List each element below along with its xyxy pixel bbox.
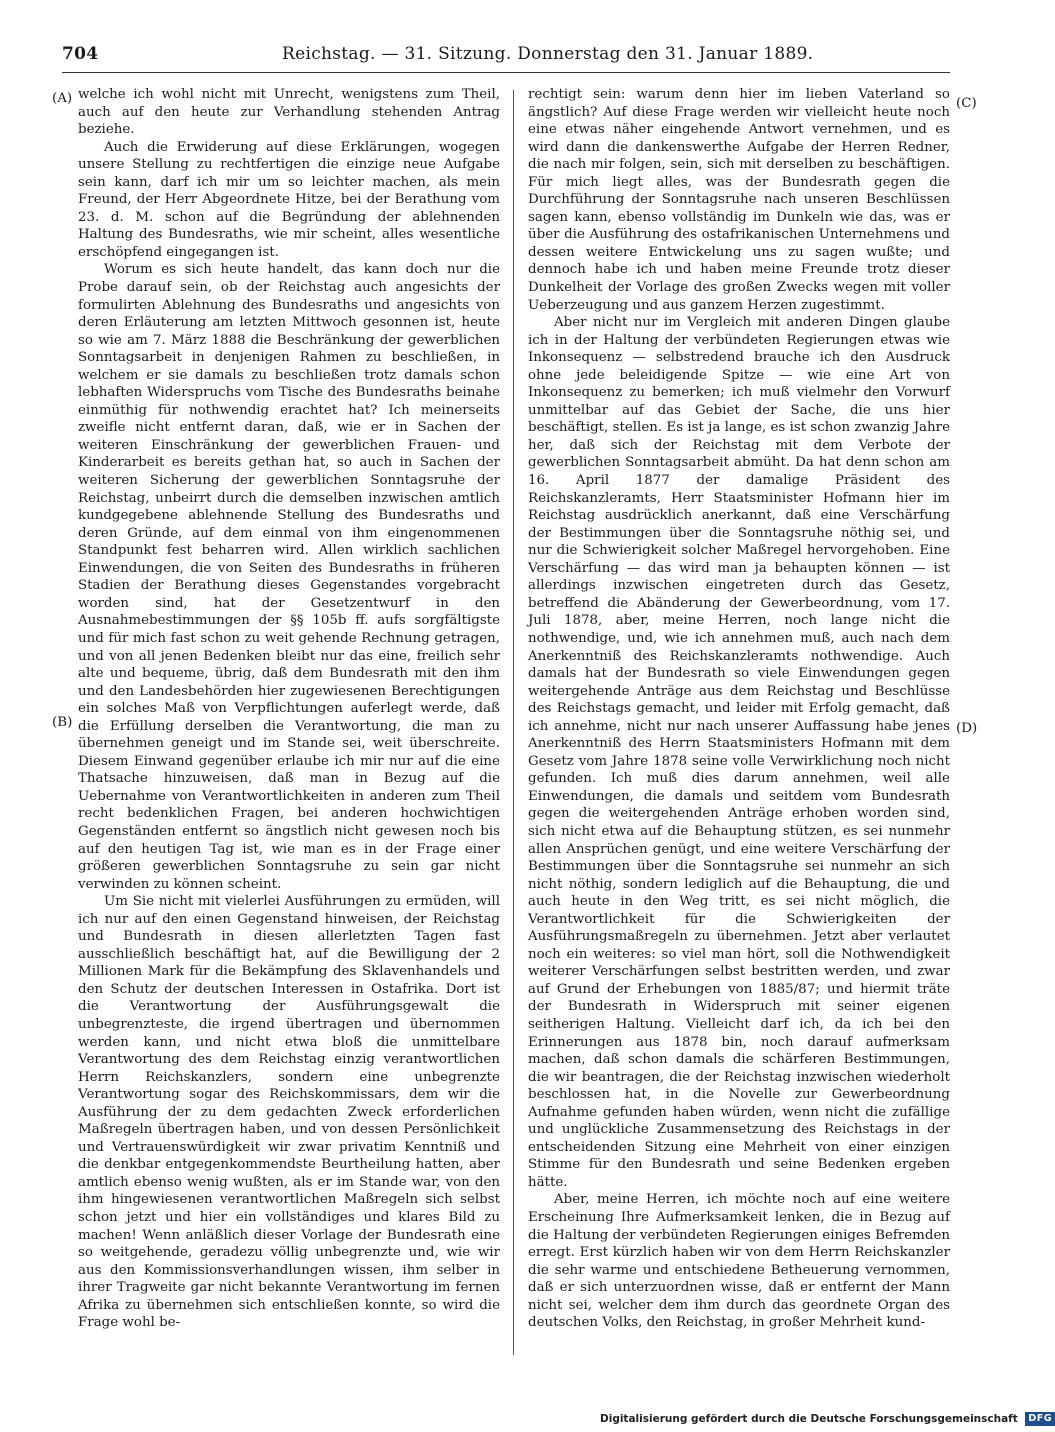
footer-credit: Digitalisierung gefördert durch die Deutsche Forschungsgemeinschaft xyxy=(600,1413,1018,1425)
page-number: 704 xyxy=(62,44,99,64)
margin-marker-b: (B) xyxy=(52,715,73,730)
page-header xyxy=(62,44,950,70)
paragraph: Aber, meine Herren, ich möchte noch auf eine weitere Erscheinung Ihre Aufmerksamkeit lenken, die in Bezug auf die Haltung der verbündeten Regierungen einiges Befremden erregt. Erst kürzlich haben wir von dem Herrn Reichskanzler die sehr warme und entschiedene Betheuerung vernommen, daß er sich unterzuordnen wisse, daß er entfernt der Mann nicht sei, welcher dem ihm durch das geordnete Organ des deutschen Volks, den Reichstag, in großer Mehrheit kund- xyxy=(528,1192,950,1331)
paragraph: Aber nicht nur im Vergleich mit anderen Dingen glaube ich in der Haltung der verbündeten Regierungen etwas wie Inkonsequenz — selbstredend brauche ich den Ausdruck ohne jede beleidigende Spitze — wie eine Art von Inkonsequenz zu bemerken; ich muß vielmehr den Vorwurf unmittelbar auf das Gebiet der Sache, die uns hier beschäftigt, stellen. Es ist ja lange, es ist schon zwanzig Jahre her, daß sich der Reichstag mit dem Verbote der gewerblichen Sonntagsarbeit abmüht. Da hat denn schon am 16. April 1877 der damalige Präsident des Reichskanzleramts, Herr Staatsminister Hofmann hier im Reichstag ausdrücklich anerkannt, daß eine Verschärfung der Bestimmungen über die Sonntagsruhe nöthig sei, und nur die Schwierigkeit solcher Maßregel hervorgehoben. Eine Verschärfung — das wird man ja behaupten können — ist allerdings inzwischen eingetreten durch das Gesetz, betreffend die Abänderung der Gewerbeordnung, vom 17. Juli 1878, aber, meine Herren, noch lange nicht die nothwendige, und, wie ich annehmen muß, auch nach dem Anerkenntniß des Reichskanzleramts nothwendige. Auch damals hat der Bundesrath so viele Einwendungen gegen weitergehende Anträge aus dem Reichstag und Beschlüsse des Reichstags gemacht, und leider mit Erfolg gemacht, daß ich annehme, nicht nur nach unserer Auffassung habe jenes Anerkenntniß des Herrn Staatsministers Hofmann mit dem Gesetz vom Jahre 1878 seine volle Verwirklichung noch nicht gefunden. Ich muß dies darum annehmen, weil alle Einwendungen, die damals und seitdem vom Bundesrath gegen die weitergehenden Anträge erhoben worden sind, sich nicht etwa auf die Behauptung stützen, es sei nunmehr allen Ansprüchen genügt, und eine weitere Verschärfung der Bestimmungen über die Sonntagsruhe sei nunmehr an sich nicht nöthig, sondern lediglich auf die Behauptung, die und auch heute in den Weg tritt, es sei nicht möglich, die Verantwortlichkeit für die Schwierigkeiten der Ausführungsmaßregeln zu übernehmen. Jetzt aber verlautet noch ein weiteres: so viel man hört, soll die Nothwendigkeit weiterer Verschärfungen selbst bestritten werden, und zwar auf Grund der Erhebungen von 1885/87; und hiermit träte der Bundesrath in Widerspruch mit seiner eigenen seitherigen Haltung. Vielleicht darf ich, da ich bei den Erinnerungen aus 1878 bin, noch darauf aufmerksam machen, daß schon damals die schärferen Bestimmungen, die wir beantragen, die der Reichstag inzwischen wiederholt beschlossen hat, in die Novelle zur Gewerbeordnung Aufnahme gefunden haben würden, wenn nicht die zufällige und unglückliche Zusammensetzung des Reichstags in der entscheidenden Sitzung eine Mehrheit von einer einzigen Stimme für den Bundesrath und seine Bedenken ergeben hätte. xyxy=(528,315,950,1190)
paragraph: Worum es sich heute handelt, das kann doch nur die Probe darauf sein, ob der Reichstag auch angesichts der formulirten Ablehnung des Bundesraths und angesichts von deren Erläuterung am letzten Mittwoch gesonnen ist, heute so wie am 7. März 1888 die Beschränkung der gewerblichen Sonntagsarbeit in denjenigen Rahmen zu beschließen, in welchem er sie damals zu beschließen trotz damals schon lebhaften Widerspruchs vom Tische des Bundesraths beinahe einmüthig für nothwendig erachtet hat? Ich meinerseits zweifle nicht entfernt daran, daß, wie er in Sachen der weiteren Einschränkung der gewerblichen Frauen- und Kinderarbeit es bereits gethan hat, so auch in Sachen der weiteren Sicherung der gewerblichen Sonntagsruhe der Reichstag, unbeirrt durch die demselben inzwischen amtlich kundgegebene ablehnende Stellung des Bundesraths und deren Gründe, auf dem einmal von ihm eingenommenen Standpunkt fest beharren wird. Allen wirklich sachlichen Einwendungen, die von Seiten des Bundesraths in früheren Stadien der Berathung dieses Gegenstandes vorgebracht worden sind, hat der Gesetzentwurf in den Ausnahmebestimmungen der §§ 105b ff. aufs sorgfältigste und für mich fast schon zu weit gehende Rechnung getragen, und von all jenen Bedenken bleibt nur das eine, freilich sehr alte und bequeme, übrig, daß dem Bundesrath mit den ihm und den Landesbehörden hier zugewiesenen Berechtigungen ein solches Maß von Verpflichtungen auferlegt werde, daß die Erfüllung derselben die Verantwortung, die man zu übernehmen geneigt und im Stande sei, weit überschreite. Diesem Einwand gegenüber erlaube ich mir nur auf die eine Thatsache hinzuweisen, daß man in Bezug auf die Uebernahme von Verantwortlichkeiten in anderen zum Theil recht bedenklichen Fragen, bei anderen hochwichtigen Gegenständen entfernt so ängstlich nicht gewesen noch bis auf den heutigen Tag ist, wie man es in der Frage einer größeren gewerblichen Sonntagsruhe zu sein gar nicht verwinden zu können scheint. xyxy=(78,262,500,892)
paragraph: rechtigt sein: warum denn hier im lieben Vaterland so ängstlich? Auf diese Frage werden wir vielleicht heute noch eine etwas näher eingehende Antwort vernehmen, und es wird dann die dankenswerthe Aufgabe der Herren Redner, die nach mir folgen, sein, sich mit derselben zu beschäftigen. Für mich liegt alles, was der Bundesrath gegen die Durchführung der Sonntagsruhe nach unseren Beschlüssen sagen kann, ebenso vollständig im Dunkeln wie das, was er über die Ausführung des ostafrikanischen Unternehmens und dessen weitere Entwickelung uns zu sagen wußte; und dennoch habe ich und haben meine Freunde trotz dieser Dunkelheit der Vorlage des großen Zwecks wegen mit voller Ueberzeugung und aus ganzem Herzen zugestimmt. xyxy=(528,87,950,313)
margin-marker-d: (D) xyxy=(956,721,978,736)
margin-marker-a: (A) xyxy=(52,91,73,106)
paragraph: welche ich wohl nicht mit Unrecht, wenigstens zum Theil, auch auf den heute zur Verhandlung stehenden Antrag beziehe. xyxy=(78,87,500,138)
dfg-logo-icon: DFG xyxy=(1025,1412,1055,1426)
margin-marker-c: (C) xyxy=(956,96,977,111)
footer xyxy=(600,1412,1053,1430)
right-column xyxy=(528,86,950,1332)
left-column xyxy=(78,86,500,1332)
header-rule xyxy=(62,72,950,73)
paragraph: Um Sie nicht mit vielerlei Ausführungen zu ermüden, will ich nur auf den einen Gegenstand hinweisen, der Reichstag und Bundesrath in diesen allerletzten Tagen fast ausschließlich beschäftigt hat, auf die Bewilligung der 2 Millionen Mark für die Bekämpfung des Sklavenhandels und den Schutz der deutschen Interessen in Ostafrika. Dort ist die Verantwortung der Ausführungsgewalt die unbegrenzteste, die irgend übertragen und übernommen werden kann, und nicht etwa bloß die unmittelbare Verantwortung des dem Reichstag einzig verantwortlichen Herrn Reichskanzlers, sondern eine unbegrenzte Verantwortung sogar des Reichskommissars, dem wir die Ausführung der zu dem gedachten Zweck erforderlichen Maßregeln übertragen haben, und von dessen Persönlichkeit und Vertrauenswürdigkeit wir zwar privatim Kenntniß und die denkbar entgegenkommendste Beurtheilung hatten, aber amtlich ebenso wenig wußten, als er im Stande war, von den ihm hingewiesenen verantwortlichen Maßregeln sich selbst schon jetzt und hier ein vollständiges und klares Bild zu machen! Wenn anläßlich dieser Vorlage der Bundesrath eine so weitgehende, geradezu völlig unbegrenzte und, wie wir aus den Kommissionsverhandlungen wissen, ihm selber in ihrer Tragweite gar nicht bekannte Verantwortung im fernen Afrika zu übernehmen sich entschließen konnte, so wird die Frage wohl be- xyxy=(78,894,500,1331)
running-title: Reichstag. — 31. Sitzung. Donnerstag den 31. Januar 1889. xyxy=(282,44,814,64)
paragraph: Auch die Erwiderung auf diese Erklärungen, wogegen unsere Stellung zu rechtfertigen die einzige neue Aufgabe sein kann, darf ich mir um so leichter machen, als mein Freund, der Herr Abgeordnete Hitze, bei der Berathung vom 23. d. M. schon auf die Begründung der ablehnenden Haltung des Bundesraths, wie mir scheint, alles wesentliche erschöpfend eingegangen ist. xyxy=(78,139,500,260)
column-divider xyxy=(513,90,514,1355)
